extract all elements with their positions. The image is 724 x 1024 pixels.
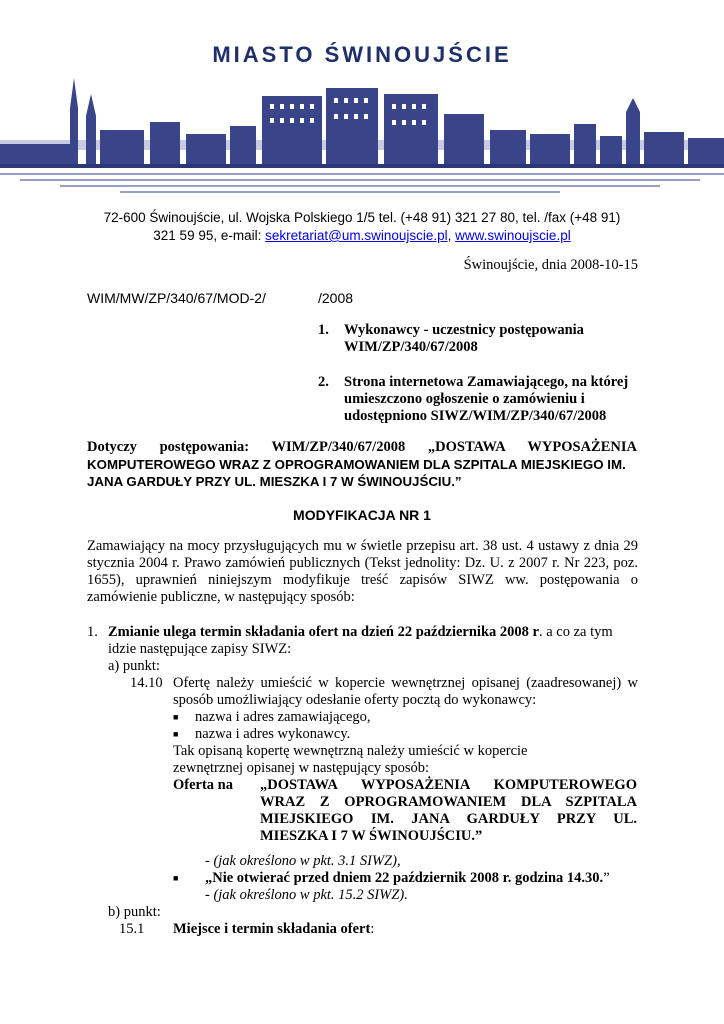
offer-title-last-line: MIESZKA I 7 W ŚWINOUJŚCIU.” — [260, 828, 483, 844]
point-b-colon: : — [370, 921, 375, 937]
bullet-item — [173, 726, 178, 744]
point-b-heading: Miejsce i termin składania ofert — [173, 921, 371, 937]
do-not-open-end: ” — [603, 870, 610, 886]
point-a-label: a) punkt: — [108, 658, 160, 674]
bullet-text: nazwa i adres zamawiającego, — [195, 709, 371, 725]
note-pkt-15-2: - (jak określono w pkt. 15.2 SIWZ). — [205, 887, 408, 903]
offer-title-line: MIEJSKIEGO IM. JANA GARDUŁY PRZY UL. — [260, 811, 637, 827]
point-a-text: Ofertę należy umieścić w kopercie wewnętrznej opisanej (zaadresowanej) w sposób umożliwiający odesłanie oferty pocztą do wykonawcy: — [173, 675, 638, 708]
inner-envelope-line-1: Tak opisaną kopertę wewnętrzną należy umieścić w kopercie — [173, 743, 528, 759]
offer-label: Oferta na — [173, 777, 233, 793]
offer-title-line: WRAZ Z OPROGRAMOWANIEM DLA SZPITALA — [260, 794, 637, 810]
subject-line-2-3 — [87, 456, 637, 490]
reference-year: /2008 — [318, 290, 354, 306]
recipient-text: Wykonawcy - uczestnicy postępowania WIM/ZP/340/67/2008 — [344, 322, 584, 355]
note-pkt-3-1: - (jak określono w pkt. 3.1 SIWZ), — [205, 853, 401, 869]
bullet-square-icon: ■ — [173, 873, 179, 883]
contact-address — [60, 209, 664, 245]
website-link[interactable]: www.swinoujscie.pl — [455, 228, 571, 243]
reference-number: WIM/MW/ZP/340/67/MOD-2/ — [87, 290, 266, 306]
document-date: Świnoujście, dnia 2008-10-15 — [463, 257, 638, 273]
item-1-heading — [108, 624, 613, 641]
subject-line-1: Dotyczy postępowania: WIM/ZP/340/67/2008 „DOSTAWA WYPOSAŻENIA — [87, 439, 637, 455]
inner-envelope-line-2: zewnętrznej opisanej w następujący sposób: — [173, 760, 430, 776]
address-line-2 — [60, 227, 664, 245]
address-line-1: 72-600 Świnoujście, ul. Wojska Polskiego 1/5 tel. (+48 91) 321 27 80, tel. /fax (+48 91) — [103, 210, 621, 225]
subject-line-3: JANA GARDUŁY PRZY UL. MIESZKA I 7 W ŚWINOUJŚCIU.” — [87, 474, 462, 489]
point-a-number: 14.10 — [130, 675, 163, 691]
bullet-text: nazwa i adres wykonawcy. — [195, 726, 351, 742]
do-not-open-text — [205, 870, 610, 887]
recipient-item — [318, 322, 648, 356]
recipient-number: 2. — [318, 374, 329, 390]
recipient-item — [318, 374, 648, 425]
separator-comma: , — [447, 228, 456, 243]
modification-heading: MODYFIKACJA NR 1 — [293, 507, 431, 523]
offer-title-line: „DOSTAWA WYPOSAŻENIA KOMPUTEROWEGO — [260, 777, 637, 793]
page-title: MIASTO ŚWINOUJŚCIE — [212, 42, 512, 67]
subject-line-2: KOMPUTEROWEGO WRAZ Z OPROGRAMOWANIEM DLA SZPITALA MIEJSKIEGO IM. — [87, 457, 626, 472]
point-b-number: 15.1 — [119, 921, 145, 937]
deadline-change-text: Zmianie ulega termin składania ofert na dzień 22 października 2008 r — [108, 624, 539, 640]
recipient-number: 1. — [318, 322, 329, 338]
item-1-line-2: idzie następujące zapisy SIWZ: — [108, 641, 292, 657]
bullet-item — [173, 870, 178, 888]
bullet-square-icon: ■ — [173, 712, 179, 722]
intro-paragraph: Zamawiający na mocy przysługujących mu w świetle przepisu art. 38 ust. 4 ustawy z dnia 29 stycznia 2004 r. Prawo zamówień publicznych (Tekst jednolity: Dz. U. z 2007 r. Nr 223, poz. 1655), uprawnień niniejszym modyfikuje treść zapisów SIWZ ww. postępowania o zamówienie publiczne, w następujący sposób: — [87, 538, 638, 605]
recipient-text: Strona internetowa Zamawiającego, na której umieszczono ogłoszenie o zamówieniu i udostępniono SIWZ/WIM/ZP/340/67/2008 — [344, 374, 629, 424]
point-b-label: b) punkt: — [108, 904, 161, 920]
bullet-square-icon: ■ — [173, 729, 179, 739]
point-b-text — [173, 921, 374, 938]
email-link[interactable]: sekretariat@um.swinoujscie.pl — [265, 228, 448, 243]
bullet-item — [173, 709, 178, 727]
deadline-change-rest: . a co za tym — [538, 624, 613, 640]
do-not-open-bold: „Nie otwierać przed dniem 22 październik 2008 r. godzina 14.30. — [205, 870, 604, 886]
city-skyline-banner — [0, 74, 724, 200]
phone-fax: 321 59 95, e-mail: — [153, 228, 266, 243]
item-number: 1. — [87, 624, 98, 640]
